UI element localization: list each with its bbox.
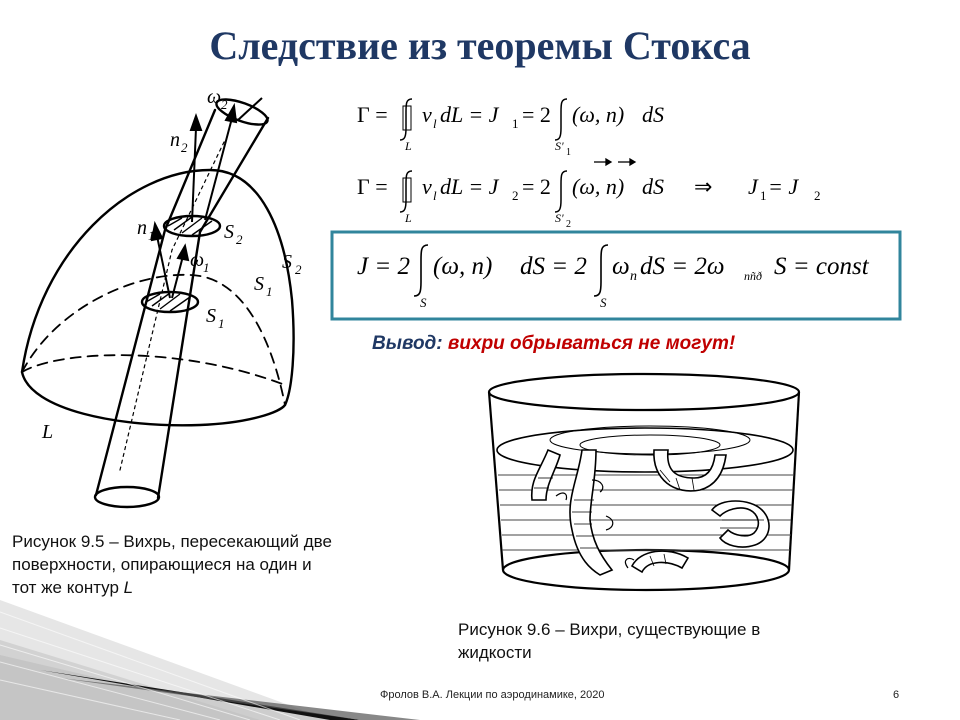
- svg-text:Γ =: Γ =: [357, 102, 388, 127]
- svg-text:= 2: = 2: [522, 102, 551, 127]
- svg-text:⇒: ⇒: [694, 174, 713, 199]
- svg-text:2: 2: [814, 188, 821, 203]
- svg-text:S: S: [600, 295, 607, 310]
- svg-text:dS: dS: [642, 174, 664, 199]
- svg-text:L: L: [405, 211, 412, 225]
- label-contour-l: L: [42, 421, 54, 443]
- svg-text:S': S': [555, 211, 564, 225]
- page-number: 6: [893, 689, 900, 701]
- svg-text:J: J: [748, 174, 758, 199]
- label-n1: n: [137, 217, 147, 239]
- svg-text:Γ =: Γ =: [357, 174, 388, 199]
- svg-text:n: n: [630, 269, 637, 284]
- svg-text:v: v: [422, 174, 432, 199]
- svg-text:J = 2: J = 2: [357, 253, 410, 280]
- svg-text:S': S': [555, 139, 564, 153]
- svg-text:dS: dS: [642, 102, 664, 127]
- footer-credit: Фролов В.А. Лекции по аэродинамике, 2020: [380, 689, 605, 701]
- svg-text:dL = J: dL = J: [440, 102, 499, 127]
- svg-text:1: 1: [760, 188, 767, 203]
- label-s2: S: [282, 251, 292, 273]
- figure-9-6-caption: Рисунок 9.6 – Вихри, существующие в жидкости: [458, 620, 761, 662]
- svg-text:1: 1: [203, 260, 210, 275]
- svg-text:dS = 2: dS = 2: [520, 253, 587, 280]
- svg-text:L: L: [405, 139, 412, 153]
- conclusion-text: вихри обрываться не могут!: [447, 333, 736, 354]
- svg-text:(ω, n): (ω, n): [572, 102, 625, 127]
- svg-text:2: 2: [221, 97, 228, 112]
- svg-text:1: 1: [266, 284, 273, 299]
- figure-9-5-caption: Рисунок 9.5 – Вихрь, пересекающий две поверхности, опирающиеся на один и тот же контур L: [12, 532, 332, 597]
- label-omega2: ω: [207, 86, 222, 108]
- svg-text:= 2: = 2: [522, 174, 551, 199]
- svg-text:l: l: [433, 116, 437, 131]
- svg-text:2: 2: [566, 219, 571, 230]
- label-omega1: ω: [190, 249, 205, 271]
- svg-text:(ω, n): (ω, n): [572, 174, 625, 199]
- label-s1-prime: S: [206, 305, 216, 327]
- svg-text:2: 2: [295, 262, 302, 277]
- svg-text:nñð: nñð: [744, 269, 762, 283]
- svg-text:S = const: S = const: [774, 253, 869, 280]
- slide-title: Следствие из теоремы Стокса: [209, 23, 751, 68]
- svg-text:1: 1: [512, 116, 519, 131]
- svg-text:2: 2: [512, 188, 519, 203]
- svg-text:= J: = J: [768, 174, 799, 199]
- svg-text:S: S: [420, 295, 427, 310]
- svg-text:1: 1: [218, 316, 225, 331]
- svg-text:ω: ω: [612, 253, 630, 280]
- svg-text:dL = J: dL = J: [440, 174, 499, 199]
- label-n2: n: [170, 129, 180, 151]
- svg-text:dS = 2ω: dS = 2ω: [640, 253, 725, 280]
- label-s2-prime: S: [224, 221, 234, 243]
- svg-text:1: 1: [566, 147, 571, 158]
- svg-text:2: 2: [181, 140, 188, 155]
- svg-text:l: l: [433, 188, 437, 203]
- conclusion-label: Вывод:: [372, 333, 443, 354]
- svg-text:v: v: [422, 102, 432, 127]
- svg-text:(ω, n): (ω, n): [433, 253, 493, 280]
- label-s1: S: [254, 273, 264, 295]
- svg-text:2: 2: [236, 232, 243, 247]
- svg-text:1: 1: [148, 228, 155, 243]
